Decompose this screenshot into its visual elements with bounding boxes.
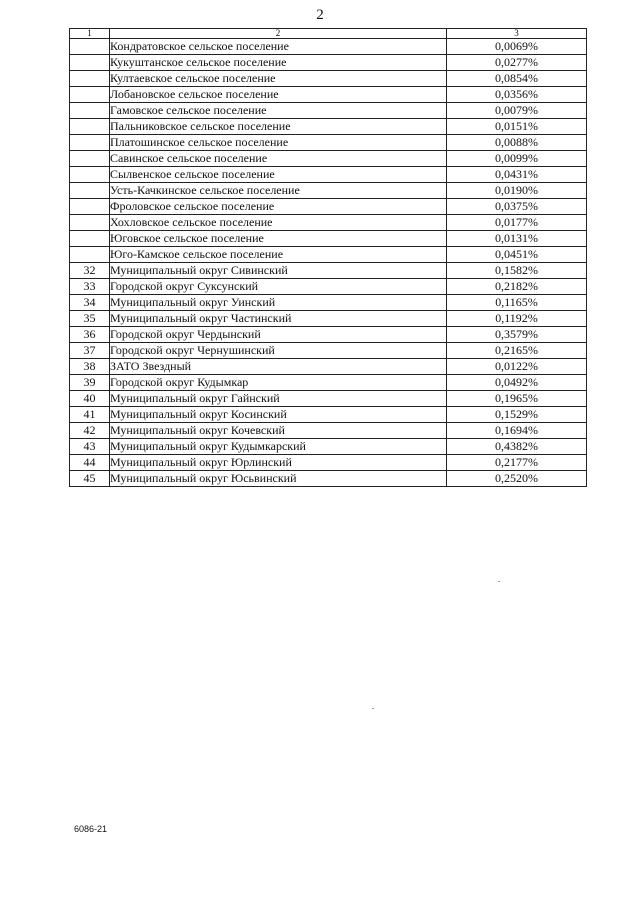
share-percent-cell: 0,0088%: [447, 135, 587, 151]
municipality-name-cell: Муниципальный округ Кочевский: [110, 423, 447, 439]
scan-speck: [372, 708, 374, 709]
table-row: [70, 247, 587, 263]
municipality-name-cell: Муниципальный округ Сивинский: [110, 263, 447, 279]
share-percent-cell: 0,0375%: [447, 199, 587, 215]
share-percent-cell: 0,1694%: [447, 423, 587, 439]
table-row: [70, 135, 587, 151]
header-col-2: 2: [110, 29, 447, 39]
table-row: [70, 199, 587, 215]
table-row: [70, 423, 587, 439]
table-row: [70, 55, 587, 71]
row-number-cell: 36: [70, 327, 110, 343]
row-number-cell: 40: [70, 391, 110, 407]
table-row: [70, 71, 587, 87]
row-number-cell: 37: [70, 343, 110, 359]
table-row: [70, 439, 587, 455]
share-percent-cell: 0,2182%: [447, 279, 587, 295]
municipality-name-cell: Городской округ Суксунский: [110, 279, 447, 295]
row-number-cell: [70, 167, 110, 183]
row-number-cell: 41: [70, 407, 110, 423]
scan-speck: [498, 581, 500, 582]
municipality-name-cell: Городской округ Чернушинский: [110, 343, 447, 359]
table-row: [70, 87, 587, 103]
share-percent-cell: 0,0131%: [447, 231, 587, 247]
table-body: [70, 39, 587, 487]
document-code: 6086-21: [74, 824, 108, 834]
row-number-cell: 44: [70, 455, 110, 471]
row-number-cell: [70, 215, 110, 231]
table-row: [70, 151, 587, 167]
share-percent-cell: 0,0492%: [447, 375, 587, 391]
row-number-cell: 38: [70, 359, 110, 375]
share-percent-cell: 0,0190%: [447, 183, 587, 199]
row-number-cell: 39: [70, 375, 110, 391]
table-row: [70, 295, 587, 311]
table-row: [70, 407, 587, 423]
share-percent-cell: 0,1582%: [447, 263, 587, 279]
municipality-name-cell: Платошинское сельское поселение: [110, 135, 447, 151]
table-row: [70, 471, 587, 487]
share-percent-cell: 0,0854%: [447, 71, 587, 87]
share-percent-cell: 0,1529%: [447, 407, 587, 423]
share-percent-cell: 0,0277%: [447, 55, 587, 71]
table-row: [70, 391, 587, 407]
share-percent-cell: 0,4382%: [447, 439, 587, 455]
table-row: [70, 343, 587, 359]
table-row: [70, 327, 587, 343]
share-percent-cell: 0,2177%: [447, 455, 587, 471]
share-percent-cell: 0,3579%: [447, 327, 587, 343]
municipality-name-cell: Муниципальный округ Частинский: [110, 311, 447, 327]
share-percent-cell: 0,0069%: [447, 39, 587, 55]
share-percent-cell: 0,0151%: [447, 119, 587, 135]
municipality-name-cell: Кондратовское сельское поселение: [110, 39, 447, 55]
share-percent-cell: 0,0079%: [447, 103, 587, 119]
header-col-1: 1: [70, 29, 110, 39]
municipality-name-cell: Муниципальный округ Юсьвинский: [110, 471, 447, 487]
municipality-name-cell: Хохловское сельское поселение: [110, 215, 447, 231]
municipality-name-cell: Кукуштанское сельское поселение: [110, 55, 447, 71]
municipality-name-cell: Городской округ Кудымкар: [110, 375, 447, 391]
share-percent-cell: 0,0177%: [447, 215, 587, 231]
share-percent-cell: 0,1165%: [447, 295, 587, 311]
table-row: [70, 39, 587, 55]
municipality-name-cell: Савинское сельское поселение: [110, 151, 447, 167]
municipality-name-cell: Култаевское сельское поселение: [110, 71, 447, 87]
row-number-cell: [70, 135, 110, 151]
share-percent-cell: 0,0099%: [447, 151, 587, 167]
municipality-name-cell: Городской округ Чердынский: [110, 327, 447, 343]
municipality-name-cell: Сылвенское сельское поселение: [110, 167, 447, 183]
share-percent-cell: 0,0451%: [447, 247, 587, 263]
row-number-cell: [70, 55, 110, 71]
share-percent-cell: 0,2165%: [447, 343, 587, 359]
row-number-cell: [70, 151, 110, 167]
share-percent-cell: 0,0122%: [447, 359, 587, 375]
row-number-cell: 42: [70, 423, 110, 439]
municipality-name-cell: Муниципальный округ Гайнский: [110, 391, 447, 407]
share-percent-cell: 0,0431%: [447, 167, 587, 183]
table-row: [70, 215, 587, 231]
municipality-name-cell: Лобановское сельское поселение: [110, 87, 447, 103]
share-percent-cell: 0,2520%: [447, 471, 587, 487]
table-row: [70, 183, 587, 199]
row-number-cell: [70, 39, 110, 55]
table-row: [70, 167, 587, 183]
row-number-cell: [70, 87, 110, 103]
row-number-cell: [70, 231, 110, 247]
municipality-name-cell: Пальниковское сельское поселение: [110, 119, 447, 135]
table-row: [70, 263, 587, 279]
row-number-cell: 32: [70, 263, 110, 279]
share-percent-cell: 0,0356%: [447, 87, 587, 103]
row-number-cell: 43: [70, 439, 110, 455]
municipality-name-cell: Юговское сельское поселение: [110, 231, 447, 247]
municipality-name-cell: Муниципальный округ Юрлинский: [110, 455, 447, 471]
share-percent-cell: 0,1965%: [447, 391, 587, 407]
municipality-name-cell: Гамовское сельское поселение: [110, 103, 447, 119]
row-number-cell: [70, 71, 110, 87]
row-number-cell: [70, 119, 110, 135]
row-number-cell: 34: [70, 295, 110, 311]
municipality-name-cell: Юго-Камское сельское поселение: [110, 247, 447, 263]
page-number: 2: [316, 7, 324, 23]
municipality-name-cell: ЗАТО Звездный: [110, 359, 447, 375]
municipality-name-cell: Фроловское сельское поселение: [110, 199, 447, 215]
municipality-name-cell: Муниципальный округ Уинский: [110, 295, 447, 311]
header-col-3: 3: [447, 29, 587, 39]
distribution-table: [69, 28, 587, 487]
table-row: [70, 279, 587, 295]
table-row: [70, 231, 587, 247]
row-number-cell: 35: [70, 311, 110, 327]
table-row: [70, 375, 587, 391]
table-row: [70, 311, 587, 327]
share-percent-cell: 0,1192%: [447, 311, 587, 327]
table-row: [70, 359, 587, 375]
table-row: [70, 103, 587, 119]
row-number-cell: 33: [70, 279, 110, 295]
municipality-name-cell: Муниципальный округ Кудымкарский: [110, 439, 447, 455]
row-number-cell: [70, 247, 110, 263]
table-header-row: [70, 29, 587, 39]
table-row: [70, 119, 587, 135]
table-row: [70, 455, 587, 471]
row-number-cell: [70, 103, 110, 119]
municipality-name-cell: Усть-Качкинское сельское поселение: [110, 183, 447, 199]
row-number-cell: [70, 183, 110, 199]
municipality-name-cell: Муниципальный округ Косинский: [110, 407, 447, 423]
row-number-cell: 45: [70, 471, 110, 487]
row-number-cell: [70, 199, 110, 215]
